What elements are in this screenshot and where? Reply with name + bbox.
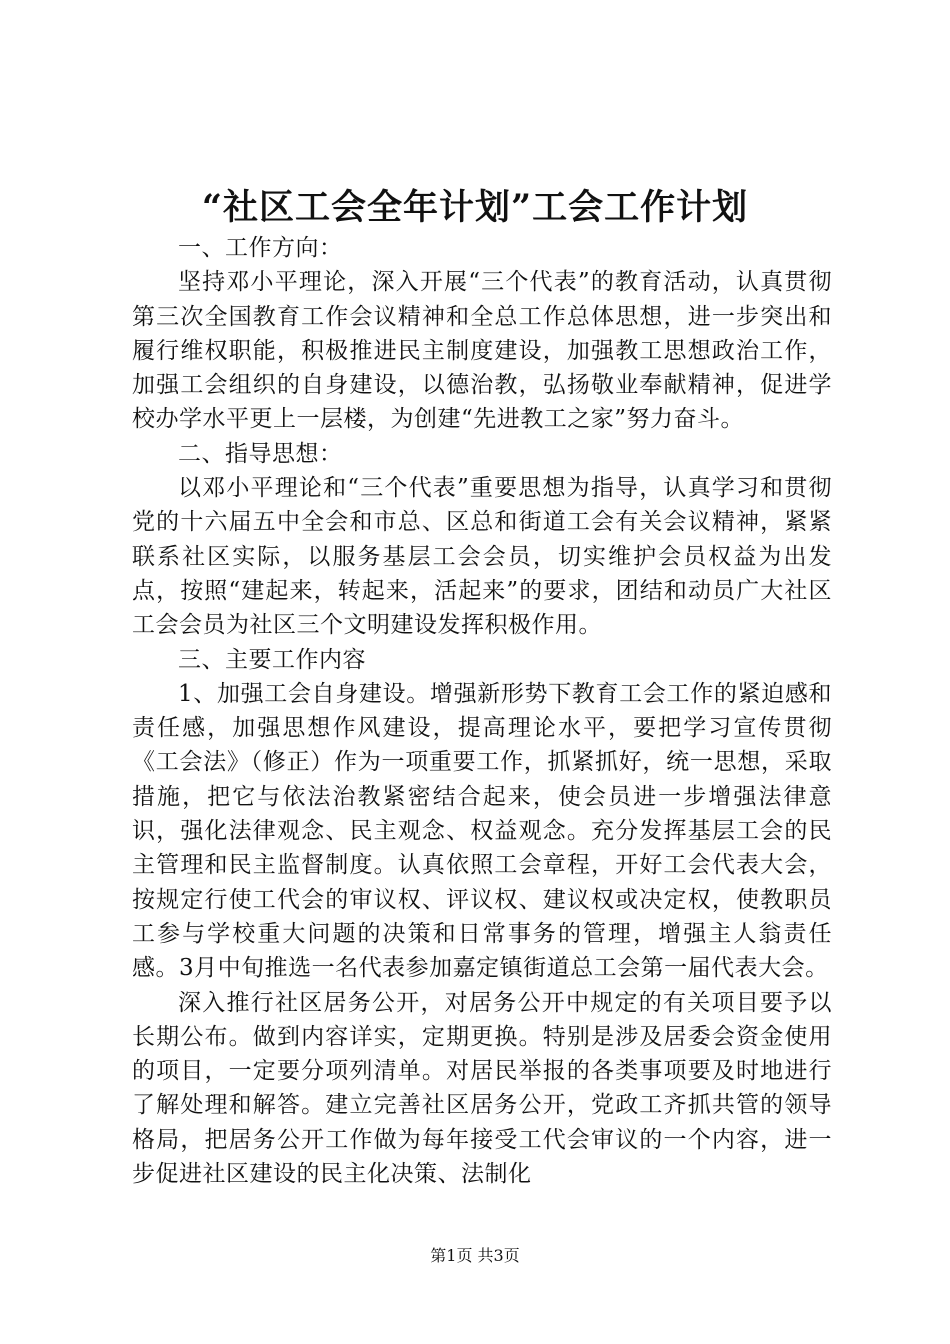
document-title: “社区工会全年计划”工会工作计划 (201, 187, 749, 228)
paragraph-main-work-2: 深入推行社区居务公开，对居务公开中规定的有关项目要予以长期公布。做到内容详实，定期更换。特别是涉及居委会资金使用的项目，一定要分项列清单。对居民举报的各类事项要及时地进行了解处理和解答。建立完善社区居务公开，党政工齐抓共管的领导格局，把居务公开工作做为每年接受工代会审议的一个内容，进一步促进社区建设的民主化决策、法制化 (132, 989, 832, 1188)
section-heading-guiding-thought: 二、指导思想： (178, 440, 343, 467)
page-number: 第1页 共3页 (430, 1246, 520, 1265)
document-body (132, 231, 832, 1191)
paragraph-guiding-thought: 以邓小平理论和“三个代表”重要思想为指导，认真学习和贯彻党的十六届五中全会和市总、区总和街道工会有关会议精神，紧紧联系社区实际，以服务基层工会会员，切实维护会员权益为出发点，按照“建起来，转起来，活起来”的要求，团结和动员广大社区工会会员为社区三个文明建设发挥积极作用。 (132, 475, 832, 639)
section-heading-main-work: 三、主要工作内容 (178, 646, 366, 673)
paragraph-main-work-1: 1、加强工会自身建设。增强新形势下教育工会工作的紧迫感和责任感，加强思想作风建设，提高理论水平，要把学习宣传贯彻《工会法》（修正）作为一项重要工作，抓紧抓好，统一思想，采取措施，把它与依法治教紧密结合起来，使会员进一步增强法律意识，强化法律观念、民主观念、权益观念。充分发挥基层工会的民主管理和民主监督制度。认真依照工会章程，开好工会代表大会，按规定行使工代会的审议权、评议权、建议权或决定权，使教职员工参与学校重大问题的决策和日常事务的管理，增强主人翁责任感。3月中旬推选一名代表参加嘉定镇街道总工会第一届代表大会。 (132, 680, 832, 982)
section-heading-direction: 一、工作方向： (178, 235, 343, 261)
paragraph-direction: 坚持邓小平理论，深入开展“三个代表”的教育活动，认真贯彻第三次全国教育工作会议精神和全总工作总体思想，进一步突出和履行维权职能，积极推进民主制度建设，加强教工思想政治工作，加强工会组织的自身建设，以德治教，弘扬敬业奉献精神，促进学校办学水平更上一层楼，为创建“先进教工之家”努力奋斗。 (132, 269, 832, 433)
